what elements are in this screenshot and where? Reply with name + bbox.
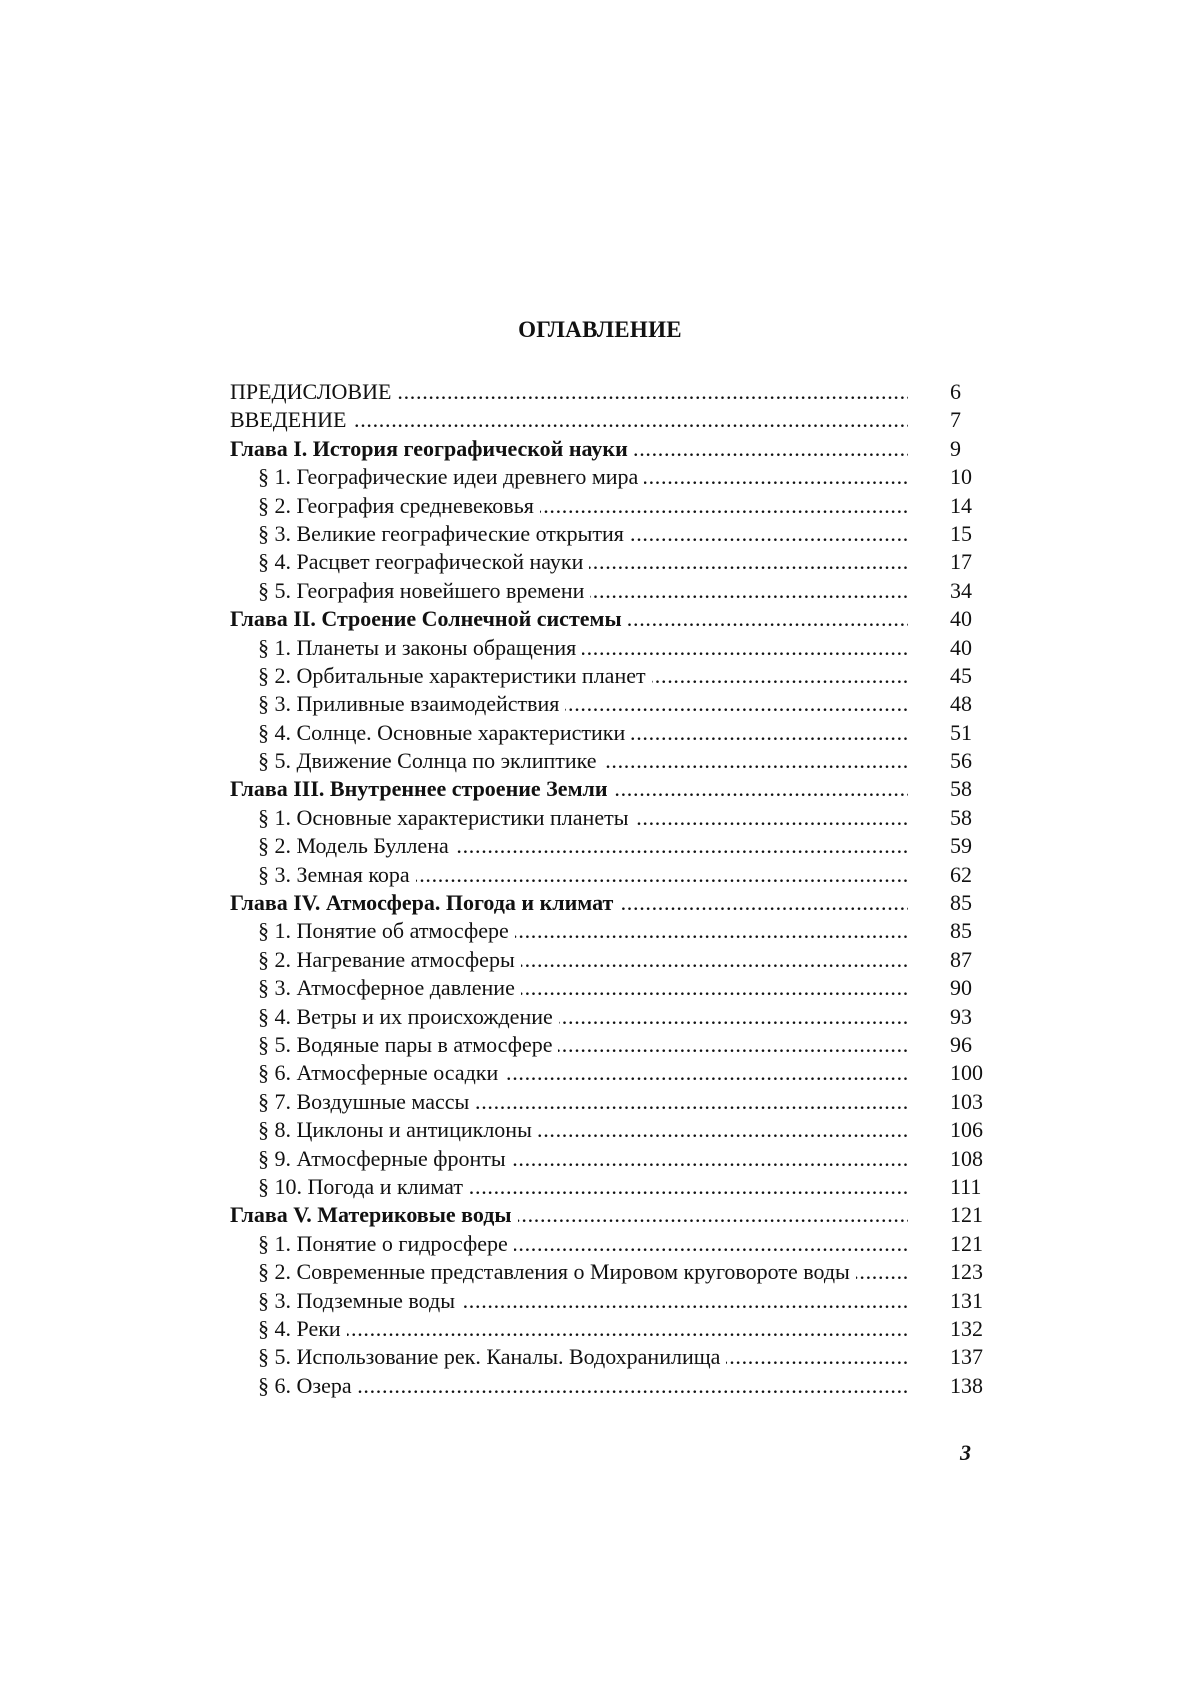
- toc-section-entry: [230, 1287, 990, 1315]
- toc-entry-leader: [258, 946, 908, 974]
- toc-section-entry: [230, 1088, 990, 1116]
- toc-entry-title: § 7. Воздушные массы: [258, 1089, 475, 1114]
- toc-entry-title: § 4. Расцвет географической науки: [258, 549, 589, 574]
- toc-entry-leader: [258, 1059, 908, 1087]
- toc-section-entry: [230, 1230, 990, 1258]
- toc-entry-leader: [230, 1201, 908, 1229]
- toc-entry-page: 100: [950, 1060, 983, 1086]
- toc-entry-title: § 1. Понятие о гидросфере: [258, 1231, 514, 1256]
- toc-entry-leader: [258, 662, 908, 690]
- toc-entry-page: 108: [950, 1145, 983, 1171]
- toc-entry-page: 103: [950, 1088, 983, 1114]
- toc-entry-page: 106: [950, 1117, 983, 1143]
- toc-entry-title: § 2. География средневековья: [258, 493, 540, 518]
- toc-entry: [230, 406, 990, 434]
- toc-entry-leader: [258, 832, 908, 860]
- toc-section-entry: [230, 974, 990, 1002]
- toc-entry-leader: [258, 1031, 908, 1059]
- toc-section-entry: [230, 463, 990, 491]
- toc-entry-page: 40: [950, 634, 972, 660]
- toc-entry-leader: [258, 1315, 908, 1343]
- toc-entry-leader: [258, 520, 908, 548]
- toc-entry-page: 90: [950, 975, 972, 1001]
- toc-section-entry: [230, 1116, 990, 1144]
- toc-entry-title: § 5. География новейшего времени: [258, 578, 590, 603]
- toc-entry-page: 15: [950, 520, 972, 546]
- toc-entry-page: 111: [950, 1173, 982, 1199]
- toc-section-entry: [230, 662, 990, 690]
- toc-entry-leader: [258, 974, 908, 1002]
- toc-entry-title: § 3. Великие географические открытия: [258, 521, 630, 546]
- toc-section-entry: [230, 832, 990, 860]
- toc-entry-leader: [258, 917, 908, 945]
- toc-entry-title: § 2. Нагревание атмосферы: [258, 947, 521, 972]
- toc-entry-leader: [258, 1287, 908, 1315]
- toc-entry-title: § 3. Подземные воды: [258, 1288, 461, 1313]
- toc-entry-page: 132: [950, 1315, 983, 1341]
- toc-section-entry: [230, 1343, 990, 1371]
- page-number: 3: [960, 1440, 971, 1465]
- toc-entry: [230, 378, 990, 406]
- toc-entry-leader: [258, 719, 908, 747]
- toc-section-entry: [230, 492, 990, 520]
- toc-entry-page: 138: [950, 1372, 983, 1398]
- toc-entry-title: § 1. Планеты и законы обращения: [258, 635, 582, 660]
- toc-entry-title: § 8. Циклоны и антициклоны: [258, 1117, 538, 1142]
- toc-entry-page: 34: [950, 577, 972, 603]
- toc-entry-page: 56: [950, 748, 972, 774]
- toc-entry-page: 62: [950, 861, 972, 887]
- toc-entry-leader: [258, 1116, 908, 1144]
- toc-entry-title: § 1. Понятие об атмосфере: [258, 918, 515, 943]
- toc-entry-title: ПРЕДИСЛОВИЕ: [230, 379, 397, 404]
- toc-entry-leader: [230, 775, 908, 803]
- toc-entry-page: 137: [950, 1344, 983, 1370]
- toc-section-entry: [230, 719, 990, 747]
- toc-entry-title: Глава V. Материковые воды: [230, 1202, 518, 1227]
- toc-entry-leader: [258, 1230, 908, 1258]
- toc-entry-leader: [258, 577, 908, 605]
- toc-entry-page: 96: [950, 1031, 972, 1057]
- toc-section-entry: [230, 1258, 990, 1286]
- toc-entry-page: 9: [950, 435, 961, 461]
- toc-chapter-entry: [230, 435, 990, 463]
- toc-section-entry: [230, 634, 990, 662]
- toc-entry-page: 85: [950, 890, 972, 916]
- toc-entry-page: 121: [950, 1230, 983, 1256]
- toc-entry-page: 131: [950, 1287, 983, 1313]
- toc-title: ОГЛАВЛЕНИЕ: [518, 317, 682, 342]
- toc-entry-page: 48: [950, 691, 972, 717]
- toc-entry-page: 85: [950, 918, 972, 944]
- toc-section-entry: [230, 917, 990, 945]
- toc-chapter-entry: [230, 605, 990, 633]
- toc-section-entry: [230, 520, 990, 548]
- toc-section-entry: [230, 1173, 990, 1201]
- toc-entry-leader: [258, 1003, 908, 1031]
- toc-entry-leader: [258, 1145, 908, 1173]
- toc-section-entry: [230, 804, 990, 832]
- toc-section-entry: [230, 1059, 990, 1087]
- toc-section-entry: [230, 1031, 990, 1059]
- toc-entry-page: 14: [950, 492, 972, 518]
- toc-entry-leader: [258, 1343, 908, 1371]
- toc-entry-leader: [258, 492, 908, 520]
- toc-section-entry: [230, 577, 990, 605]
- toc-chapter-entry: [230, 1201, 990, 1229]
- toc-entry-leader: [258, 747, 908, 775]
- toc-entry-page: 87: [950, 946, 972, 972]
- toc-entry-page: 121: [950, 1202, 983, 1228]
- toc-section-entry: [230, 1145, 990, 1173]
- toc-entry-title: § 6. Озера: [258, 1373, 358, 1398]
- toc-section-entry: [230, 1003, 990, 1031]
- toc-entry-leader: [258, 1372, 908, 1400]
- toc-entry-page: 123: [950, 1259, 983, 1285]
- toc-entry-title: § 4. Ветры и их происхождение: [258, 1004, 559, 1029]
- toc-entry-leader: [230, 605, 908, 633]
- toc-entry-page: 10: [950, 464, 972, 490]
- table-of-contents: [230, 378, 990, 1400]
- toc-entry-leader: [258, 1088, 908, 1116]
- toc-entry-leader: [258, 861, 908, 889]
- toc-entry-title: Глава III. Внутреннее строение Земли: [230, 776, 614, 801]
- toc-entry-leader: [258, 548, 908, 576]
- toc-chapter-entry: [230, 889, 990, 917]
- toc-entry-title: § 6. Атмосферные осадки: [258, 1060, 504, 1085]
- toc-section-entry: [230, 690, 990, 718]
- toc-entry-leader: [230, 435, 908, 463]
- toc-entry-title: § 2. Модель Буллена: [258, 833, 455, 858]
- toc-entry-title: § 3. Приливные взаимодействия: [258, 691, 565, 716]
- toc-entry-leader: [258, 690, 908, 718]
- toc-entry-leader: [258, 463, 908, 491]
- toc-entry-page: 93: [950, 1003, 972, 1029]
- toc-chapter-entry: [230, 775, 990, 803]
- toc-entry-title: § 3. Земная кора: [258, 862, 416, 887]
- toc-entry-title: § 4. Солнце. Основные характеристики: [258, 720, 631, 745]
- toc-entry-title: § 10. Погода и климат: [258, 1174, 469, 1199]
- toc-entry-title: Глава IV. Атмосфера. Погода и климат: [230, 890, 619, 915]
- toc-section-entry: [230, 946, 990, 974]
- toc-entry-title: § 5. Движение Солнца по эклиптике: [258, 748, 603, 773]
- toc-entry-title: § 5. Водяные пары в атмосфере: [258, 1032, 558, 1057]
- toc-entry-title: § 5. Использование рек. Каналы. Водохранилища: [258, 1344, 726, 1369]
- toc-entry-page: 6: [950, 379, 961, 404]
- toc-section-entry: [230, 747, 990, 775]
- toc-section-entry: [230, 861, 990, 889]
- toc-entry-title: § 1. Географические идеи древнего мира: [258, 464, 644, 489]
- toc-entry-title: § 2. Современные представления о Мировом круговороте воды: [258, 1259, 856, 1284]
- toc-section-entry: [230, 1315, 990, 1343]
- toc-entry-title: § 4. Реки: [258, 1316, 347, 1341]
- toc-entry-title: Глава I. История географической науки: [230, 436, 634, 461]
- toc-section-entry: [230, 548, 990, 576]
- toc-section-entry: [230, 1372, 990, 1400]
- toc-entry-leader: [230, 378, 908, 406]
- toc-entry-leader: [258, 1173, 908, 1201]
- toc-entry-title: § 2. Орбитальные характеристики планет: [258, 663, 652, 688]
- toc-entry-page: 45: [950, 662, 972, 688]
- toc-entry-page: 58: [950, 776, 972, 802]
- toc-entry-page: 58: [950, 804, 972, 830]
- toc-entry-leader: [230, 889, 908, 917]
- toc-entry-title: § 3. Атмосферное давление: [258, 975, 521, 1000]
- toc-entry-leader: [230, 406, 908, 434]
- toc-entry-title: ВВЕДЕНИЕ: [230, 407, 352, 432]
- toc-entry-leader: [258, 804, 908, 832]
- toc-entry-leader: [258, 1258, 908, 1286]
- toc-entry-page: 59: [950, 833, 972, 859]
- toc-entry-title: § 1. Основные характеристики планеты: [258, 805, 635, 830]
- toc-entry-page: 17: [950, 549, 972, 575]
- toc-entry-page: 7: [950, 407, 961, 433]
- toc-entry-page: 40: [950, 606, 972, 632]
- toc-entry-title: Глава II. Строение Солнечной системы: [230, 606, 628, 631]
- toc-entry-title: § 9. Атмосферные фронты: [258, 1146, 512, 1171]
- toc-entry-page: 51: [950, 719, 972, 745]
- toc-entry-leader: [258, 634, 908, 662]
